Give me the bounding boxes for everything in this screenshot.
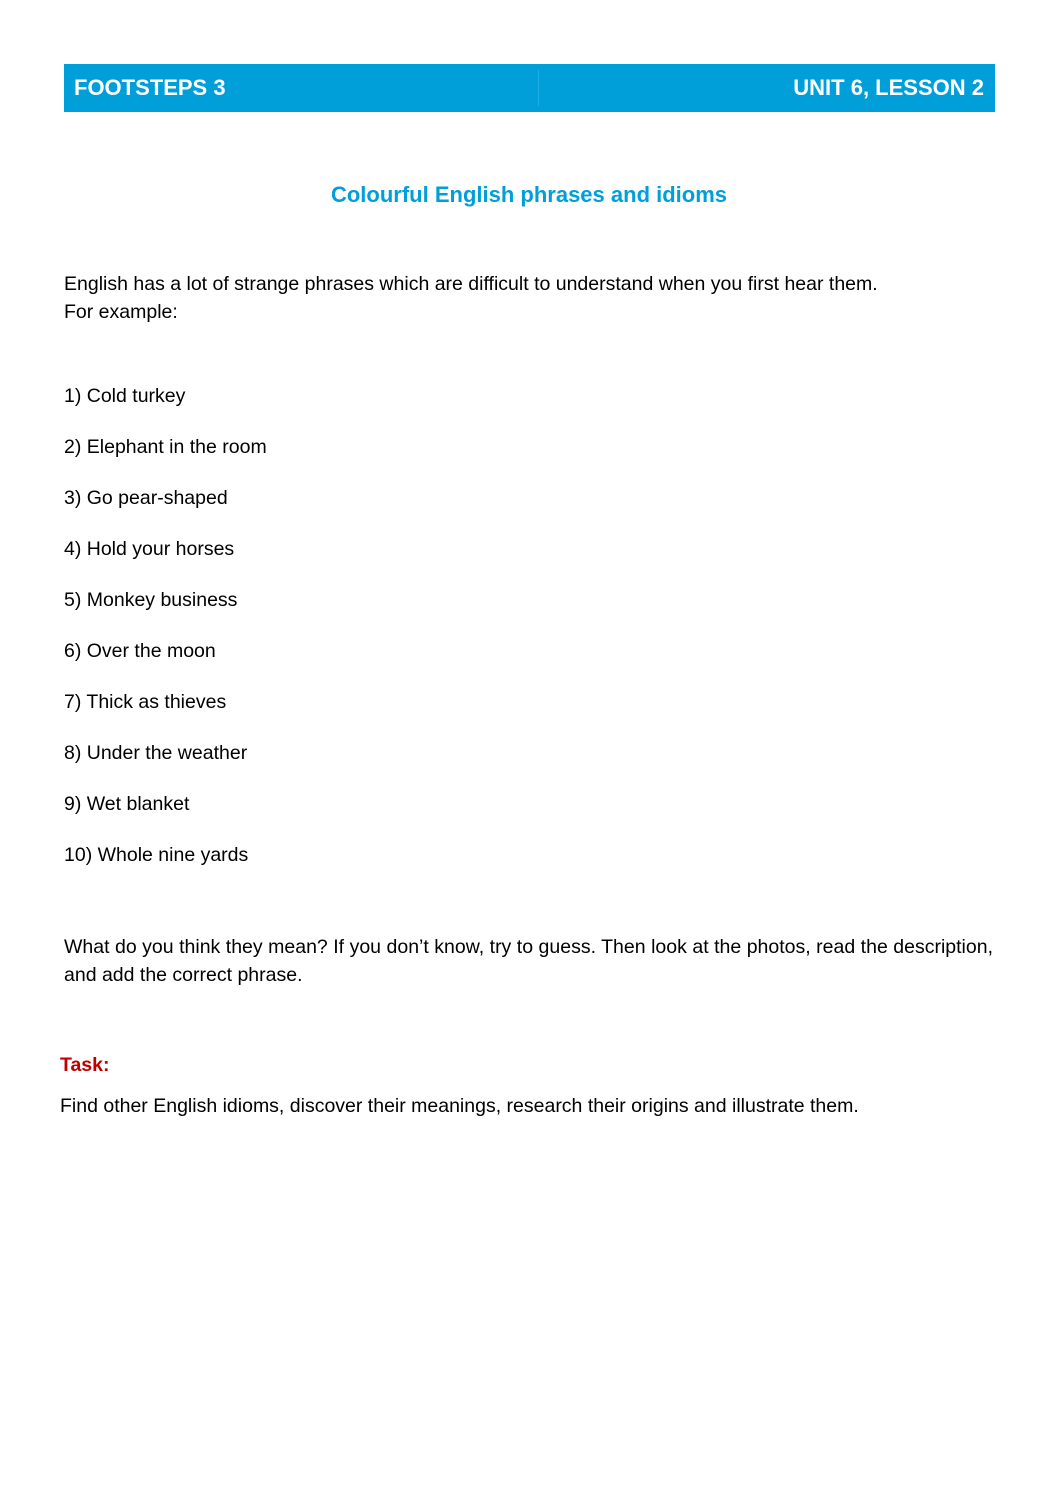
list-item: 9) Wet blanket — [64, 793, 190, 815]
list-item: 10) Whole nine yards — [64, 844, 249, 866]
list-item: 1) Cold turkey — [64, 385, 186, 407]
list-item: 3) Go pear-shaped — [64, 487, 228, 509]
question-paragraph: What do you think they mean? If you don’t know, try to guess. Then look at the photos, read the description, and add the correct phrase. — [64, 936, 993, 986]
list-item: 5) Monkey business — [64, 589, 238, 611]
page-title: Colourful English phrases and idioms — [330, 182, 728, 207]
idiom-list — [64, 382, 267, 892]
list-item: 2) Elephant in the room — [64, 436, 267, 458]
intro-line-2: For example: — [64, 301, 178, 323]
list-item: 4) Hold your horses — [64, 538, 235, 560]
list-item: 7) Thick as thieves — [64, 691, 227, 713]
intro-line-1: English has a lot of strange phrases which are difficult to understand when you first hear them. — [64, 273, 878, 295]
list-item: 8) Under the weather — [64, 742, 248, 764]
header-divider — [538, 70, 539, 106]
header-bar — [64, 64, 995, 112]
intro-paragraph — [64, 270, 995, 326]
task-text: Find other English idioms, discover their meanings, research their origins and illustrate them. — [60, 1095, 859, 1117]
list-item: 6) Over the moon — [64, 640, 216, 662]
unit-lesson: UNIT 6, LESSON 2 — [793, 75, 984, 100]
task-label: Task: — [60, 1054, 110, 1076]
course-name: FOOTSTEPS 3 — [74, 75, 226, 100]
